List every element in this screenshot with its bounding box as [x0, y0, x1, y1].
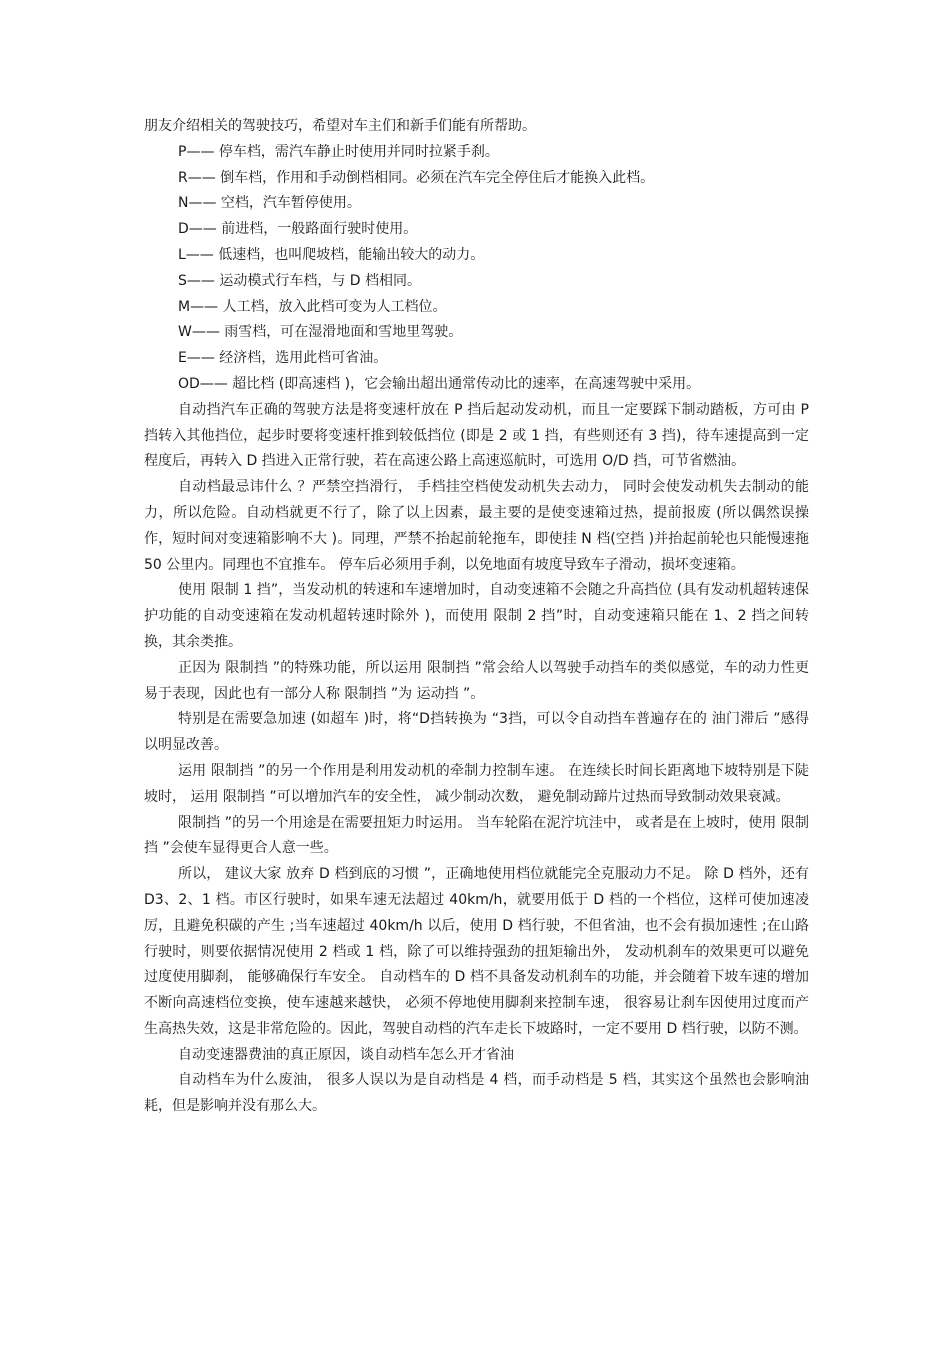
paragraph-16: 特别是在需要急加速 (如超车 )时，将“D挡转换为 “3挡，可以令自动挡车普遍存在的 油门滞后 ”感得以明显改善。 [144, 711, 809, 754]
paragraph-6: L—— 低速档，也叫爬坡档，能输出较大的动力。 [178, 246, 485, 263]
paragraph-20: 自动变速器费油的真正原因，谈自动档车怎么开才省油 [178, 1046, 514, 1063]
document-body [144, 114, 809, 1120]
paragraph-18: 限制挡 ”的另一个用途是在需要扭矩力时运用。 当车轮陷在泥泞坑洼中， 或者是在上坡时，使用 限制挡 ”会使车显得更合人意一些。 [144, 814, 809, 857]
paragraph-17: 运用 限制挡 ”的另一个作用是利用发动机的牵制力控制车速。 在连续长时间长距离地下坡特别是下陡坡时， 运用 限制挡 ”可以增加汽车的安全性， 减少制动次数， 避免制动蹄片过热而导致制动效果衰减。 [144, 762, 809, 805]
paragraph-3: R—— 倒车档，作用和手动倒档相同。必须在汽车完全停住后才能换入此档。 [178, 169, 655, 186]
paragraph-13: 自动档最忌讳什么 ？严禁空挡滑行， 手档挂空档使发动机失去动力， 同时会使发动机失去制动的能力，所以危险。自动档就更不行了，除了以上因素，最主要的是使变速箱过热，提前报废 (所以偶然误操作，短时间对变速箱影响不大 )。同理，严禁不抬起前轮拖车，即使挂 N 档(空挡 )并抬起前轮也只能慢速拖 50 公里内。同理也不宜推车。 停车后必须用手刹，以免地面有坡度导致车子滑动，损坏变速箱。 [144, 479, 809, 573]
paragraph-9: W—— 雨雪档，可在湿滑地面和雪地里驾驶。 [178, 324, 463, 341]
paragraph-21: 自动档车为什么废油， 很多人误以为是自动档是 4 档，而手动档是 5 档，其实这个虽然也会影响油耗，但是影响并没有那么大。 [144, 1072, 809, 1115]
paragraph-14: 使用 限制 1 挡”，当发动机的转速和车速增加时，自动变速箱不会随之升高挡位 (具有发动机超转速保护功能的自动变速箱在发动机超转速时除外 )，而使用 限制 2 挡”时，自动变速箱只能在 1、2 挡之间转换，其余类推。 [144, 582, 809, 650]
paragraph-7: S—— 运动模式行车档，与 D 档相同。 [178, 272, 422, 289]
paragraph-10: E—— 经济档，选用此档可省油。 [178, 350, 388, 367]
paragraph-12: 自动挡汽车正确的驾驶方法是将变速杆放在 P 挡后起动发动机，而且一定要踩下制动踏板，方可由 P 挡转入其他挡位，起步时要将变速杆推到较低挡位 (即是 2 或 1 挡，有些则还有 3 挡)，待车速提高到一定程度后，再转入 D 挡进入正常行驶，若在高速公路上高速巡航时，可选用 O/D 挡，可节省燃油。 [144, 401, 809, 470]
paragraph-11: OD—— 超比档 (即高速档 )，它会输出超出通常传动比的速率，在高速驾驶中采用。 [178, 375, 701, 392]
paragraph-1: 朋友介绍相关的驾驶技巧，希望对车主们和新手们能有所帮助。 [144, 118, 536, 134]
paragraph-2: P—— 停车档，需汽车静止时使用并同时拉紧手刹。 [178, 143, 499, 160]
paragraph-5: D—— 前进档，一般路面行驶时使用。 [178, 221, 418, 238]
paragraph-15: 正因为 限制挡 ”的特殊功能，所以运用 限制挡 ”常会给人以驾驶手动挡车的类似感觉，车的动力性更易于表现，因此也有一部分人称 限制挡 ”为 运动挡 ”。 [144, 659, 809, 702]
paragraph-4: N—— 空档，汽车暂停使用。 [178, 195, 361, 212]
paragraph-8: M—— 人工档，放入此档可变为人工档位。 [178, 298, 447, 315]
paragraph-19: 所以， 建议大家 放弃 D 档到底的习惯 ”，正确地使用档位就能完全克服动力不足。 除 D 档外，还有 D3、2、1 档。市区行驶时，如果车速无法超过 40km/h，就要用低于 D 档的一个档位，这样可使加速凌厉，且避免积碳的产生 ;当车速超过 40km/h 以后，使用 D 档行驶，不但省油，也不会有损加速性 ;在山路行驶时，则要依据情况使用 2 档或 1 档，除了可以维持强劲的扭矩输出外， 发动机刹车的效果更可以避免过度使用脚刹， 能够确保行车安全。 自动档车的 D 档不具备发动机刹车的功能，并会随着下坡车速的增加不断向高速档位变换，使车速越来越快， 必须不停地使用脚刹来控制车速， 很容易让刹车因使用过度而产生高热失效，这是非常危险的。因此，驾驶自动档的汽车走长下坡路时，一定不要用 D 档行驶，以防不测。 [144, 866, 809, 1037]
